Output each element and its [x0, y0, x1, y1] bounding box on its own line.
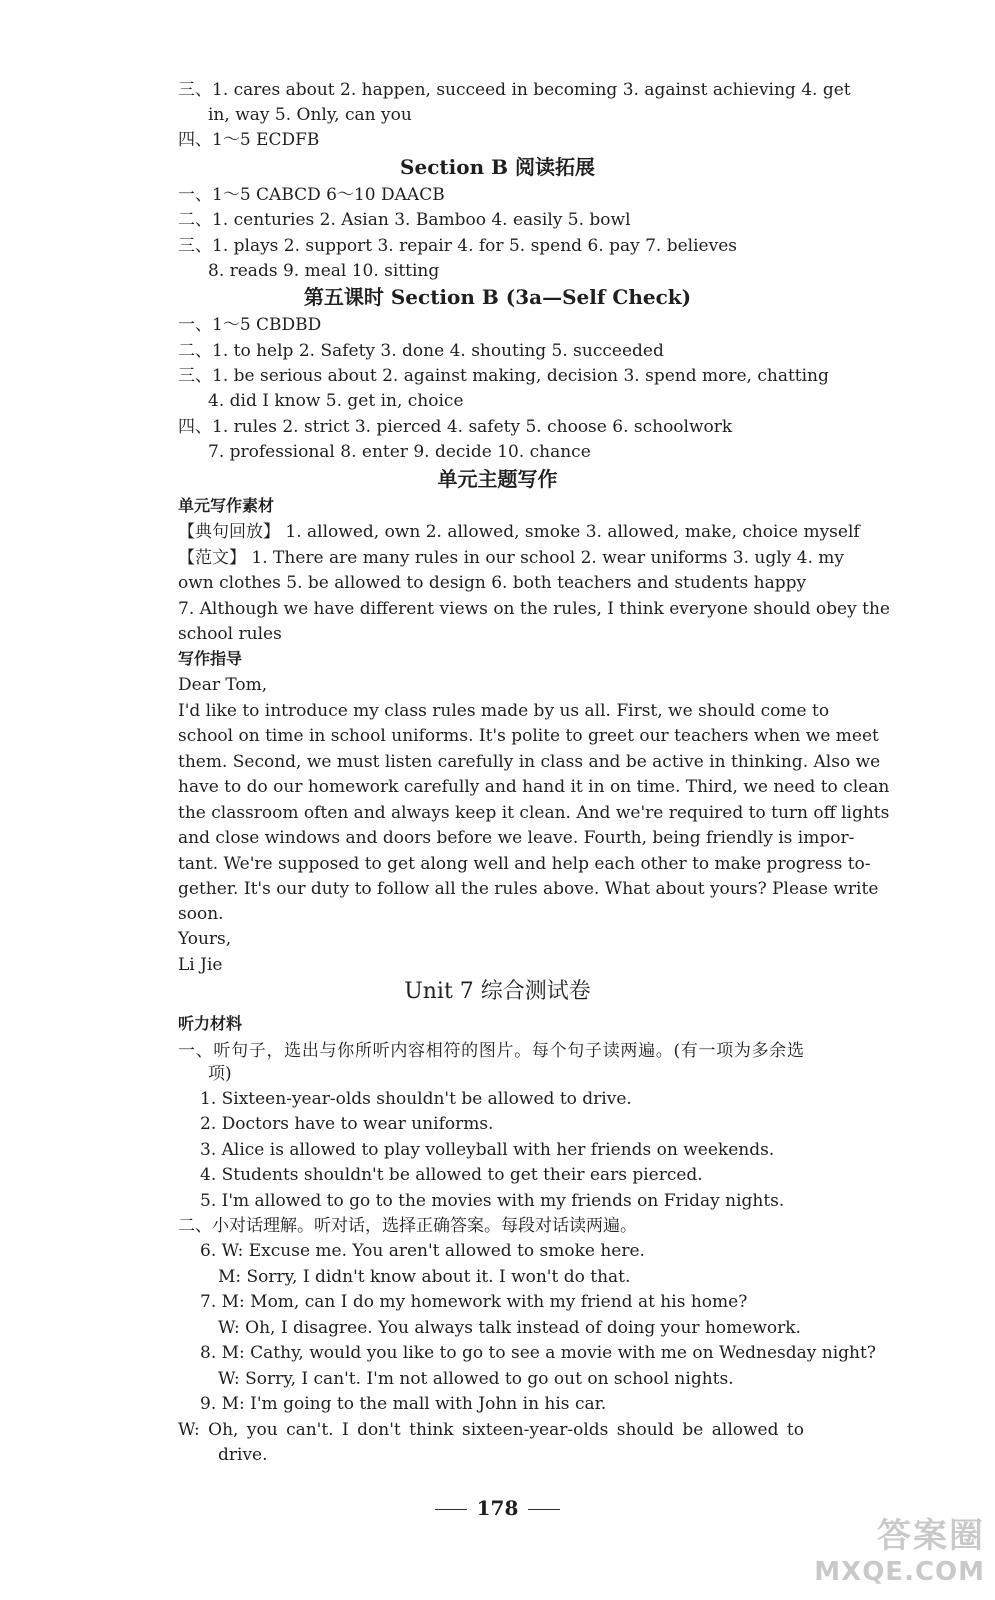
text-line: 二、1. to help 2. Safety 3. done 4. shouting 5. succeeded: [178, 341, 664, 361]
section-heading: Section B 阅读拓展: [400, 155, 595, 179]
text-line: I'd like to introduce my class rules made by us all. First, we should come to: [178, 701, 830, 721]
text-line: and close windows and doors before we leave. Fourth, being friendly is impor-: [178, 828, 855, 848]
text-line: W: Sorry, I can't. I'm not allowed to go out on school nights.: [218, 1369, 734, 1389]
text-line: M: Sorry, I didn't know about it. I won't do that.: [218, 1267, 631, 1287]
section-heading: 第五课时 Section B (3a—Self Check): [303, 285, 692, 309]
text-line: 7. Although we have different views on the rules, I think everyone should obey the: [178, 599, 890, 619]
text-line: 1. Sixteen-year-olds shouldn't be allowed to drive.: [200, 1089, 632, 1109]
text-line: tant. We're supposed to get along well and help each other to make progress to-: [178, 854, 871, 874]
text-line: in, way 5. Only, can you: [208, 105, 412, 125]
text-line: 4. Students shouldn't be allowed to get their ears pierced.: [200, 1165, 703, 1185]
text-line: have to do our homework carefully and hand it in on time. Third, we need to clean: [178, 777, 890, 797]
text-line: 【范文】 1. There are many rules in our school 2. wear uniforms 3. ugly 4. my: [178, 548, 844, 568]
watermark-logo: 答案圈 MXQE.COM: [814, 1516, 985, 1587]
section-heading: Unit 7 综合测试卷: [404, 979, 591, 1004]
text-line: drive.: [218, 1445, 268, 1465]
text-line: gether. It's our duty to follow all the rules above. What about yours? Please write: [178, 879, 879, 899]
text-line: Yours,: [178, 929, 232, 949]
text-line: 一、1～5 CABCD 6～10 DAACB: [178, 185, 445, 205]
subsection-heading: 听力材料: [178, 1014, 243, 1033]
text-line: 3. Alice is allowed to play volleyball with her friends on weekends.: [200, 1140, 775, 1160]
subsection-heading: 写作指导: [178, 649, 243, 668]
text-line: 【典句回放】 1. allowed, own 2. allowed, smoke 3. allowed, make, choice myself: [178, 522, 860, 542]
text-line: 6. W: Excuse me. You aren't allowed to smoke here.: [200, 1241, 645, 1261]
text-line: 7. professional 8. enter 9. decide 10. chance: [208, 442, 591, 462]
text-line: 项): [208, 1064, 232, 1084]
text-line: them. Second, we must listen carefully in class and be active in thinking. Also we: [178, 752, 881, 772]
text-line: school rules: [178, 624, 282, 644]
text-line: soon.: [178, 904, 224, 924]
text-line: Li Jie: [178, 955, 223, 975]
text-line: the classroom often and always keep it clean. And we're required to turn off lights: [178, 803, 890, 823]
text-line: 四、1～5 ECDFB: [178, 130, 320, 150]
text-line: 8. M: Cathy, would you like to go to see a movie with me on Wednesday night?: [200, 1343, 876, 1363]
text-line: W: Oh, you can't. I don't think sixteen-year-olds should be allowed to: [178, 1420, 804, 1440]
text-line: 三、1. cares about 2. happen, succeed in becoming 3. against achieving 4. get: [178, 80, 851, 100]
text-line: school on time in school uniforms. It's polite to greet our teachers when we meet: [178, 726, 879, 746]
section-heading: 单元主题写作: [437, 467, 558, 491]
text-line: 5. I'm allowed to go to the movies with my friends on Friday nights.: [200, 1191, 785, 1211]
text-line: 9. M: I'm going to the mall with John in his car.: [200, 1394, 607, 1414]
text-line: 4. did I know 5. get in, choice: [208, 391, 464, 411]
text-line: 一、听句子，选出与你所听内容相符的图片。每个句子读两遍。(有一项为多余选: [178, 1041, 804, 1061]
text-line: 2. Doctors have to wear uniforms.: [200, 1114, 494, 1134]
text-line: 二、小对话理解。听对话，选择正确答案。每段对话读两遍。: [178, 1216, 637, 1236]
page-number: 178: [0, 1496, 995, 1520]
text-line: 7. M: Mom, can I do my homework with my friend at his home?: [200, 1292, 748, 1312]
text-line: 二、1. centuries 2. Asian 3. Bamboo 4. easily 5. bowl: [178, 210, 631, 230]
text-line: 一、1～5 CBDBD: [178, 315, 322, 335]
text-line: 8. reads 9. meal 10. sitting: [208, 261, 440, 281]
subsection-heading: 单元写作素材: [178, 496, 275, 515]
text-line: 四、1. rules 2. strict 3. pierced 4. safety 5. choose 6. schoolwork: [178, 417, 733, 437]
text-line: 三、1. plays 2. support 3. repair 4. for 5. spend 6. pay 7. believes: [178, 236, 738, 256]
text-line: W: Oh, I disagree. You always talk instead of doing your homework.: [218, 1318, 801, 1338]
text-line: own clothes 5. be allowed to design 6. both teachers and students happy: [178, 573, 807, 593]
text-line: Dear Tom,: [178, 675, 268, 695]
text-line: 三、1. be serious about 2. against making, decision 3. spend more, chatting: [178, 366, 829, 386]
